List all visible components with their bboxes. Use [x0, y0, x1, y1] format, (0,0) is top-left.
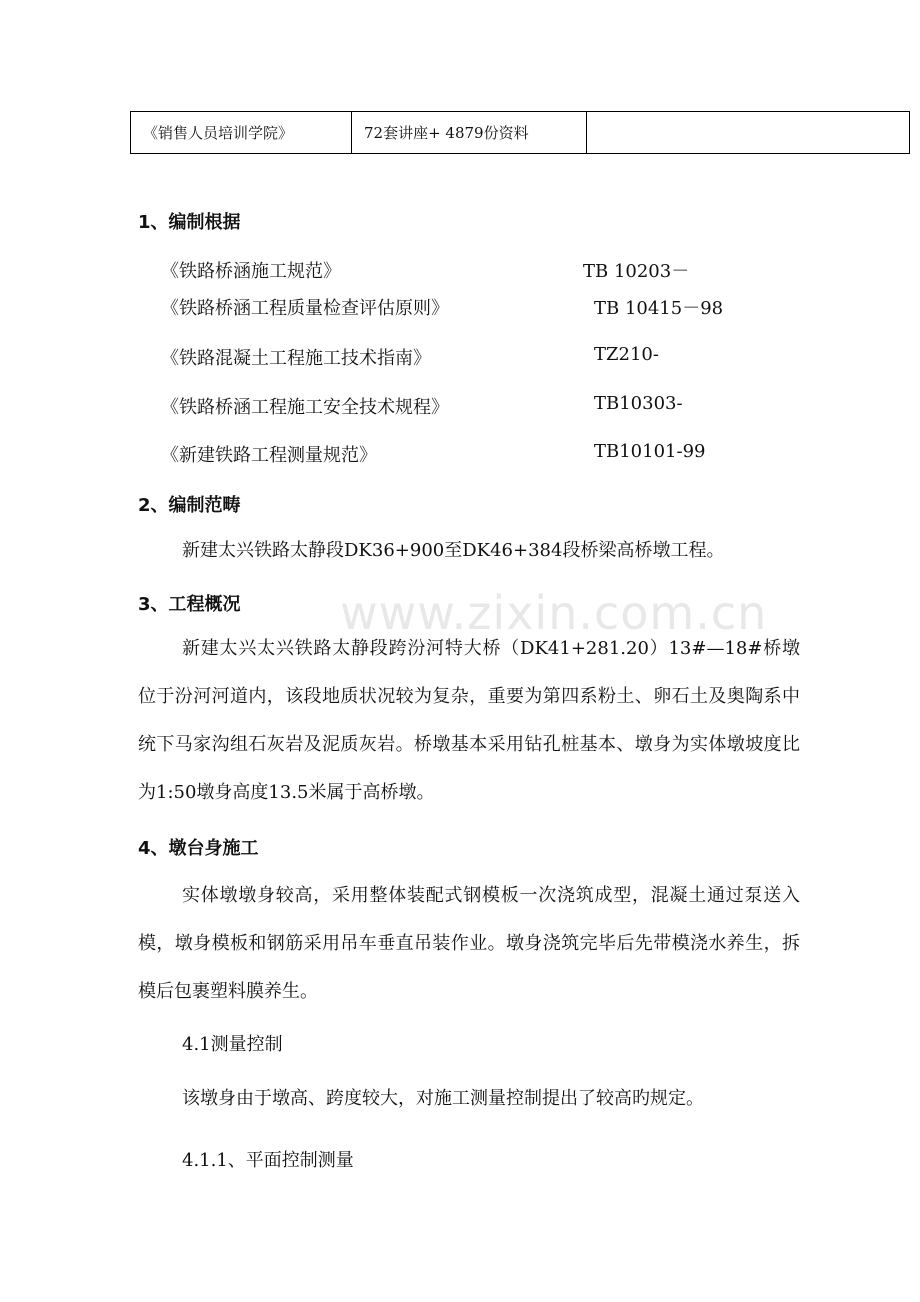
scope-paragraph: 新建太兴铁路太静段DK36+900至DK46+384段桥梁高桥墩工程。	[182, 540, 725, 561]
table-cell-empty	[587, 112, 910, 154]
survey-paragraph: 该墩身由于墩高、跨度较大，对施工测量控制提出了较高旳规定。	[182, 1088, 704, 1109]
reference-title: 《铁路桥涵施工规范》	[161, 261, 341, 282]
section-heading-overview: 3、工程概况	[138, 594, 241, 615]
section-heading-construction: 4、墩台身施工	[138, 838, 259, 859]
table-row	[131, 112, 910, 154]
reference-title: 《铁路桥涵工程施工安全技术规程》	[161, 397, 449, 418]
reference-code: TB10101-99	[594, 441, 706, 462]
reference-title: 《铁路桥涵工程质量检查评估原则》	[161, 298, 449, 319]
construction-paragraph: 实体墩墩身较高，采用整体装配式钢模板一次浇筑成型，混凝土通过泵送入模，墩身模板和钢筋采用吊车垂直吊装作业。墩身浇筑完毕后先带模浇水养生，拆模后包裹塑料膜养生。	[138, 885, 800, 1002]
reference-code: TB10303-	[594, 393, 683, 414]
reference-title: 《铁路混凝土工程施工技术指南》	[161, 348, 431, 369]
watermark: www.zixin.com.cn	[340, 586, 768, 640]
overview-paragraph: 新建太兴太兴铁路太静段跨汾河特大桥（DK41+281.20）13#—18#桥墩位于汾河河道内，该段地质状况较为复杂，重要为第四系粉土、卵石土及奥陶系中统下马家沟组石灰岩及泥质灰岩。桥墩基本采用钻孔桩基本、墩身为实体墩坡度比为1:50墩身高度13.5米属于高桥墩。	[138, 638, 800, 803]
header-table	[130, 111, 910, 154]
subsection-heading-survey: 4.1测量控制	[182, 1034, 283, 1055]
table-cell-course: 《销售人员培训学院》	[131, 112, 352, 154]
reference-title: 《新建铁路工程测量规范》	[161, 445, 377, 466]
reference-code: TB 10203－	[583, 261, 690, 282]
section-heading-basis: 1、编制根据	[138, 212, 241, 233]
section-heading-scope: 2、编制范畴	[138, 495, 241, 516]
reference-code: TB 10415－98	[594, 298, 724, 319]
table-cell-materials: 72套讲座+ 4879份资料	[352, 112, 587, 154]
reference-code: TZ210-	[594, 344, 659, 365]
subsection-heading-plane-survey: 4.1.1、平面控制测量	[182, 1150, 354, 1171]
